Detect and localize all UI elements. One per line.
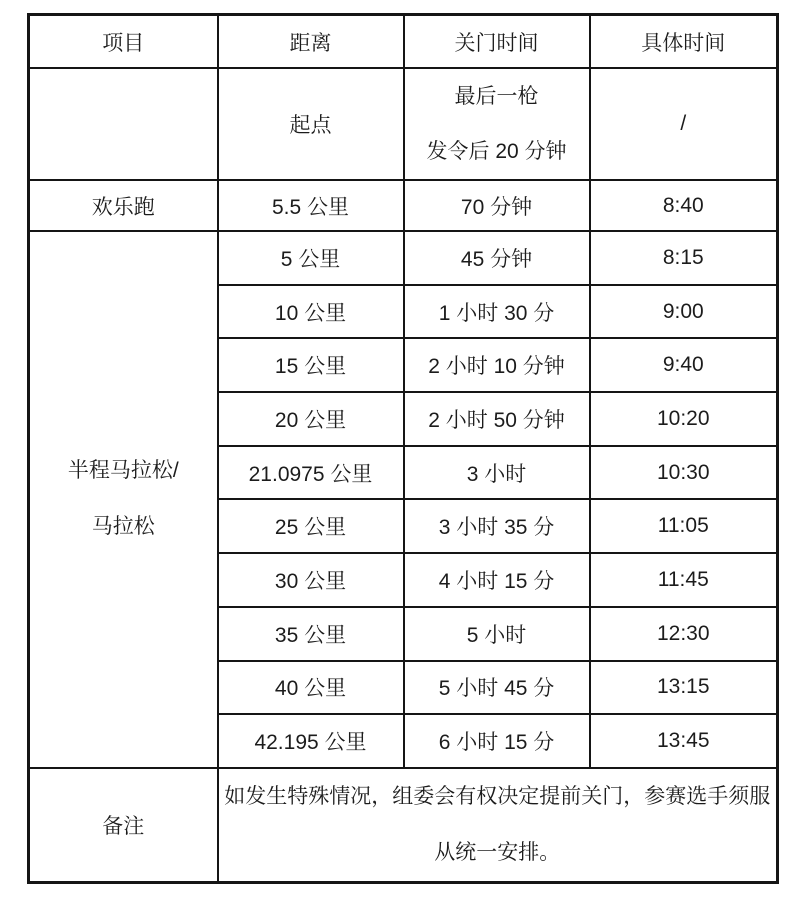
marathon-distance: 42.195 公里: [218, 714, 404, 768]
marathon-distance: 40 公里: [218, 661, 404, 715]
marathon-distance: 20 公里: [218, 392, 404, 446]
start-row-close-time-line1: 最后一枪: [454, 85, 539, 108]
remark-text: 如发生特殊情况，组委会有权决定提前关门，参赛选手须服从统一安排。: [218, 768, 778, 883]
marathon-exact-time: 13:15: [590, 661, 778, 715]
marathon-distance: 15 公里: [218, 338, 404, 392]
fun-run-row: [29, 180, 778, 231]
start-row: [29, 68, 778, 180]
remark-label: 备注: [29, 768, 218, 883]
marathon-close-time: 5 小时: [404, 607, 590, 661]
marathon-exact-time: 12:30: [590, 607, 778, 661]
remark-row: [29, 768, 778, 883]
marathon-label-cell: [29, 231, 218, 768]
fun-run-project: 欢乐跑: [29, 180, 218, 231]
marathon-exact-time: 13:45: [590, 714, 778, 768]
fun-run-distance: 5.5 公里: [218, 180, 404, 231]
marathon-row: [29, 231, 778, 285]
marathon-close-time: 1 小时 30 分: [404, 285, 590, 339]
fun-run-close-time: 70 分钟: [404, 180, 590, 231]
header-row: [29, 15, 778, 69]
marathon-distance: 35 公里: [218, 607, 404, 661]
start-row-close-time-line2: 发令后 20 分钟: [426, 140, 567, 163]
marathon-exact-time: 10:20: [590, 392, 778, 446]
header-exact-time: 具体时间: [590, 15, 778, 69]
marathon-exact-time: 9:40: [590, 338, 778, 392]
marathon-close-time: 45 分钟: [404, 231, 590, 285]
start-row-close-time: [404, 68, 590, 180]
marathon-label-line2: 马拉松: [91, 515, 155, 539]
marathon-close-time: 4 小时 15 分: [404, 553, 590, 607]
start-row-exact-time: /: [590, 68, 778, 180]
marathon-close-time: 2 小时 10 分钟: [404, 338, 590, 392]
header-project: 项目: [29, 15, 218, 69]
start-row-project-cell: [29, 68, 218, 180]
marathon-close-time: 3 小时 35 分: [404, 499, 590, 553]
closing-time-table: [27, 13, 779, 884]
marathon-distance: 21.0975 公里: [218, 446, 404, 500]
start-row-distance: 起点: [218, 68, 404, 180]
marathon-distance: 10 公里: [218, 285, 404, 339]
marathon-close-time: 6 小时 15 分: [404, 714, 590, 768]
marathon-close-time: 3 小时: [404, 446, 590, 500]
fun-run-exact-time: 8:40: [590, 180, 778, 231]
marathon-exact-time: 11:05: [590, 499, 778, 553]
marathon-close-time: 2 小时 50 分钟: [404, 392, 590, 446]
marathon-exact-time: 9:00: [590, 285, 778, 339]
header-close-time: 关门时间: [404, 15, 590, 69]
marathon-label-line1: 半程马拉松/: [67, 459, 179, 483]
marathon-exact-time: 10:30: [590, 446, 778, 500]
header-distance: 距离: [218, 15, 404, 69]
marathon-distance: 30 公里: [218, 553, 404, 607]
marathon-close-time: 5 小时 45 分: [404, 661, 590, 715]
marathon-exact-time: 11:45: [590, 553, 778, 607]
marathon-exact-time: 8:15: [590, 231, 778, 285]
marathon-distance: 25 公里: [218, 499, 404, 553]
marathon-distance: 5 公里: [218, 231, 404, 285]
